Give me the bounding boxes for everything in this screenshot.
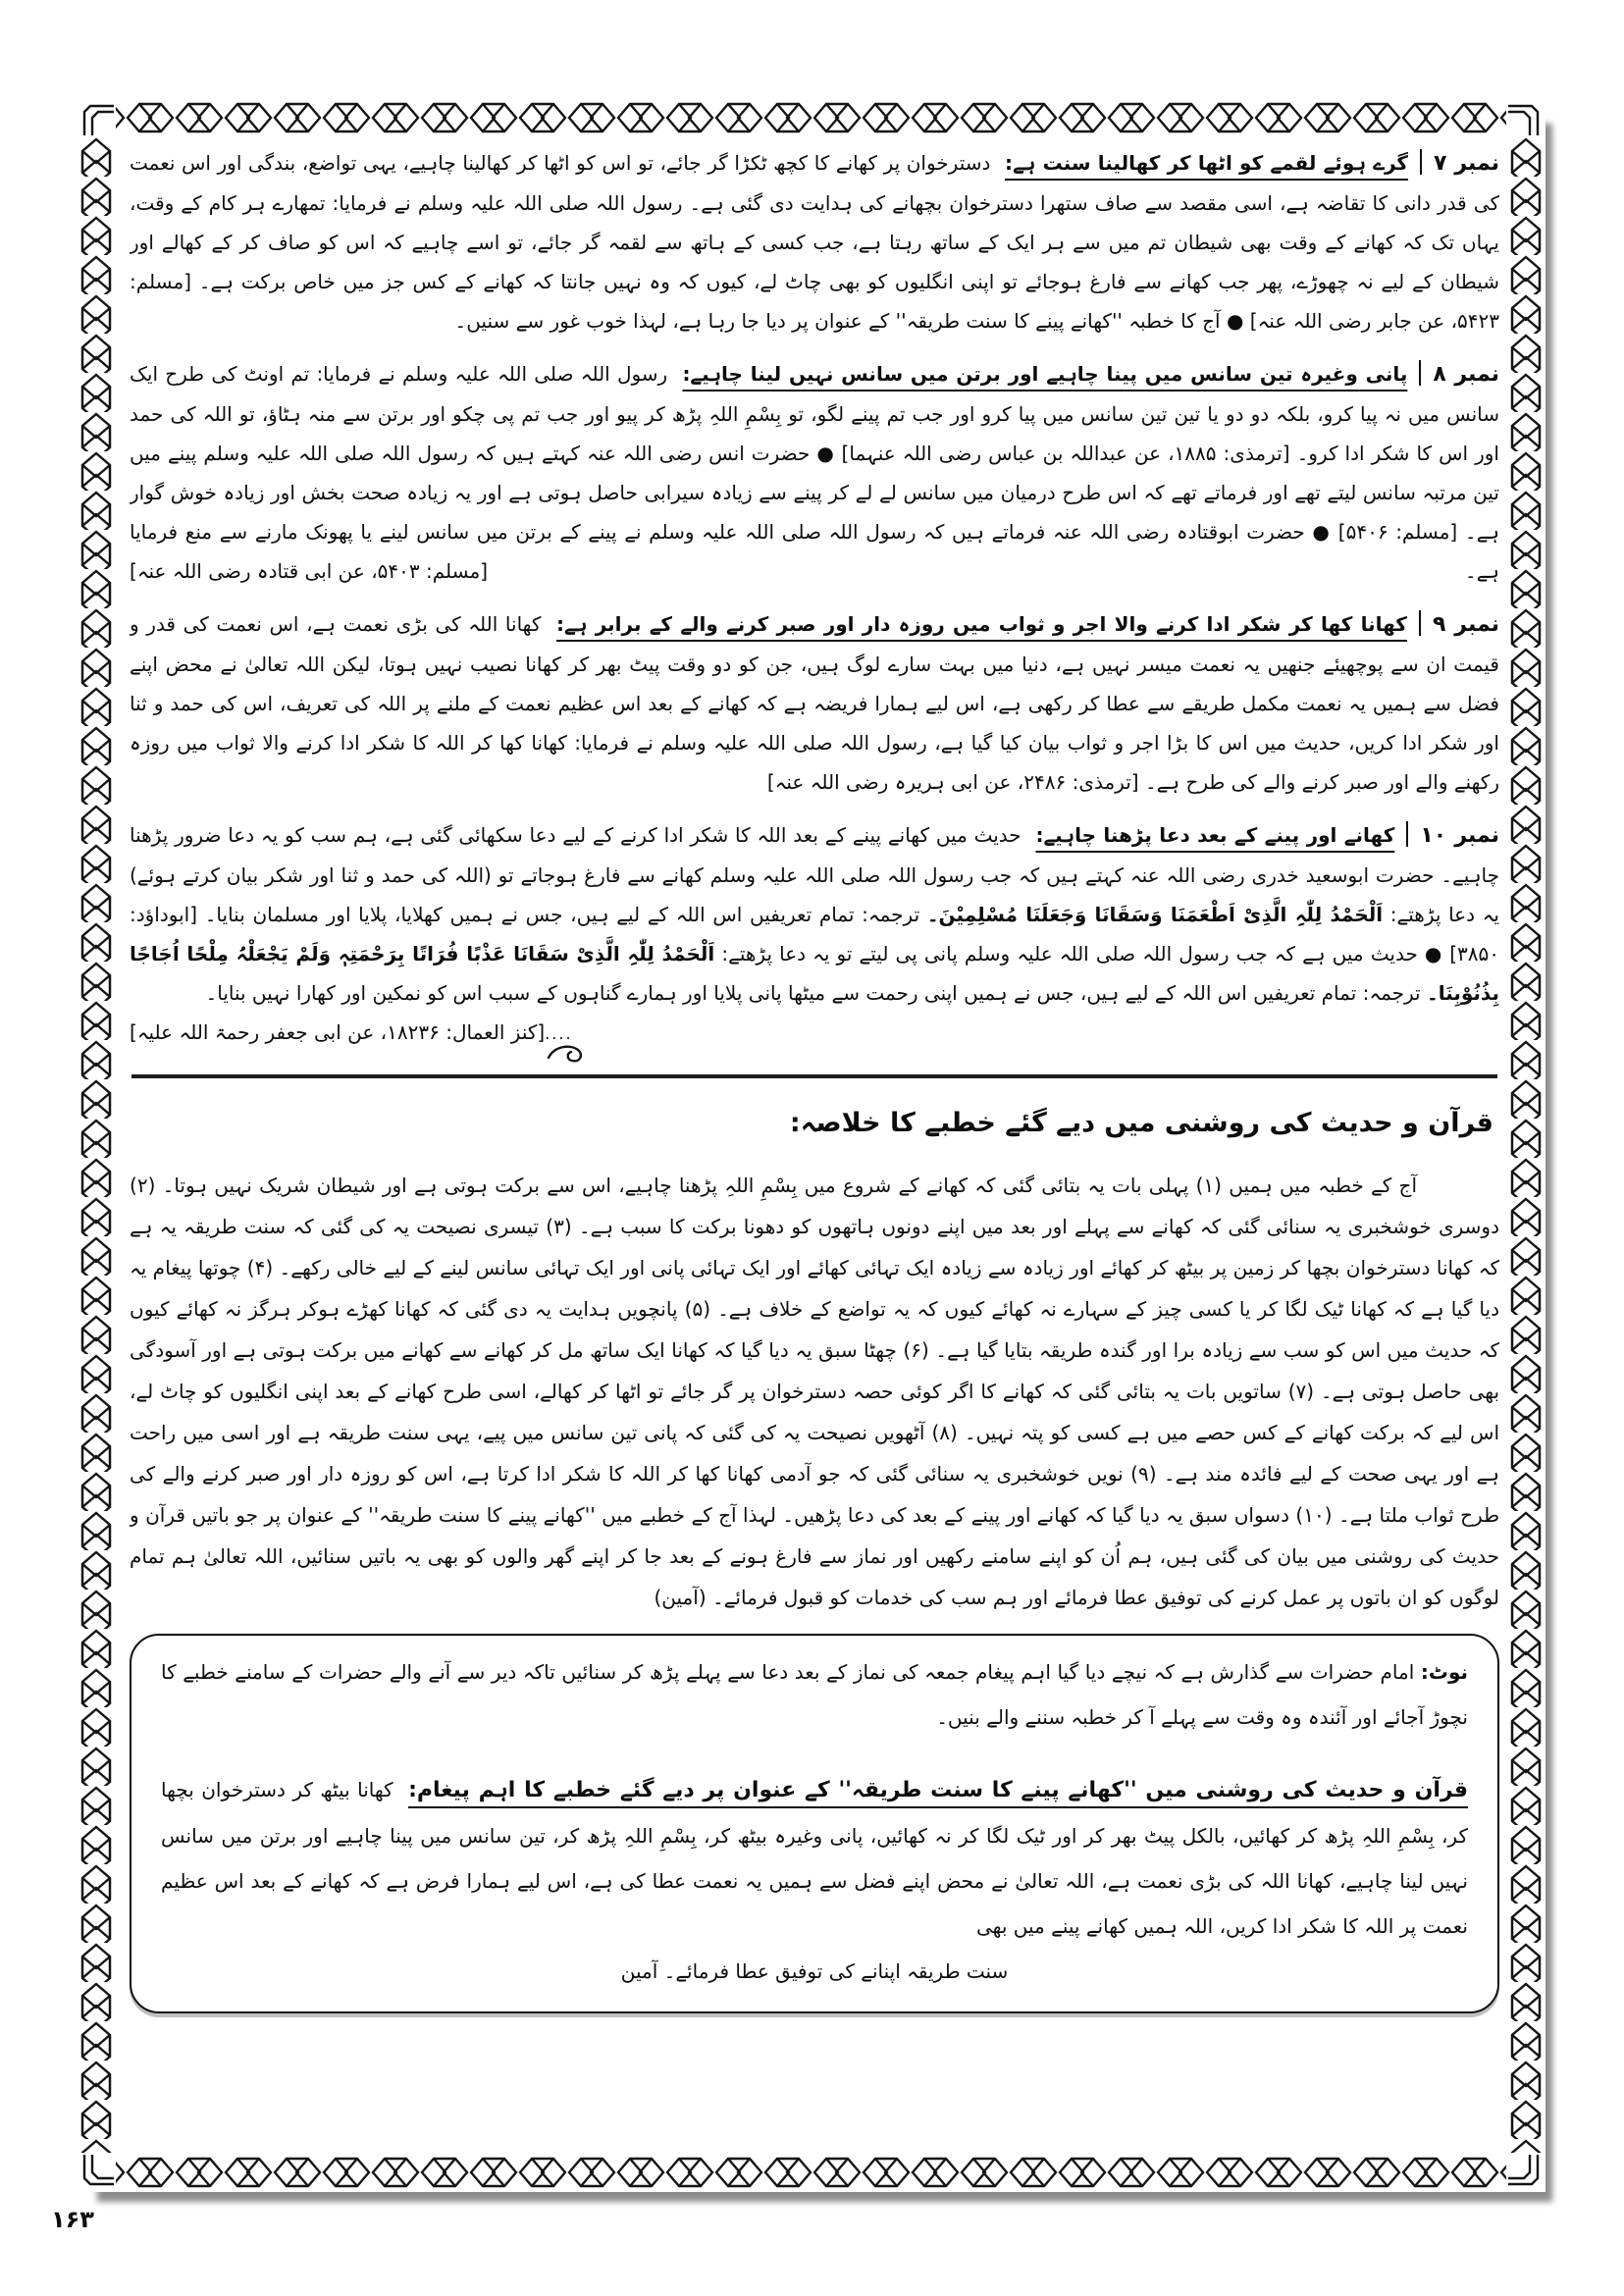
chain-border-bottom [77, 2153, 1545, 2192]
section-10-heading: کھانے اور پینے کے بعد دعا پڑھنا چاہیے: [1035, 823, 1395, 847]
section-7-number: نمبر ۷ [1434, 151, 1499, 176]
summary-body: آج کے خطبہ میں ہمیں (۱) پہلی بات یہ بتائی گئی کہ کھانے کے شروع میں بِسْمِ اللہِ پڑھنا چاہیے، اس سے برکت ہوتی ہے اور شیطان شریک نہیں ہوتا۔ (۲) دوسری خوشخبری یہ سنائی گئی کہ کھانے سے پہلے اور بعد میں اپنے دونوں ہاتھوں کو دھونا برکت کا سبب ہے۔ (۳) تیسری نصیحت یہ کی گئی کہ سنت طریقہ یہ ہے کہ کھانا دسترخوان بچھا کر زمین پر بیٹھ کر کھائے اور زیادہ سے زیادہ ایک تہائی کھائے اور ایک تہائی پانی اور ایک تہائی سانس لینے کے لیے خالی رکھے۔ (۴) چوتھا پیغام یہ دیا گیا ہے کہ کھانا ٹیک لگا کر یا کسی چیز کے سہارے نہ کھائے کیوں کہ یہ تواضع کے خلاف ہے۔ (۵) پانچویں ہدایت یہ دی گئی کہ کھانا کھڑے ہوکر ہرگز نہ کھائے کیوں کہ حدیث میں اس کو سب سے زیادہ برا اور گندہ طریقہ بتایا گیا ہے۔ (۶) چھٹا سبق یہ دیا گیا کہ کھانا ایک ساتھ مل کر کھانے سے کھانے میں برکت ہوتی ہے اور آسودگی بھی حاصل ہوتی ہے۔ (۷) ساتویں بات یہ بتائی گئی کہ کھانے کا اگر کوئی حصہ دسترخوان پر گر جائے تو اٹھا کر کھالے، اسی طرح کھانے کے بعد اپنی انگلیوں کو چاٹ لے، اس لیے کہ برکت کھانے کے کس حصے میں ہے کسی کو پتہ نہیں۔ (۸) آٹھویں نصیحت یہ کی گئی کہ پانی تین سانس میں پیے، یہی سنت طریقہ ہے اور اسی میں راحت ہے اور یہی صحت کے لیے فائدہ مند ہے۔ (۹) نویں خوشخبری یہ سنائی گئی کہ جو آدمی کھانا کھا کر اللہ کا شکر ادا کرتا ہے، اس کو روزہ دار اور صبر کرنے والے کی طرح ثواب ملتا ہے۔ (۱۰) دسواں سبق یہ دیا گیا کہ کھانے اور پینے کے بعد کی دعا پڑھیں۔ لہذا آج کے خطبے میں ''کھانے پینے کا سنت طریقہ'' کے عنوان پر جو باتیں قرآن و حدیث کی روشنی میں بیان کی گئی ہیں، ہم اُن کو اپنے سامنے رکھیں اور نماز سے فارغ ہونے کے بعد جا کر اپنے گھر والوں کو بھی یہ باتیں سنائیں، اللہ تعالیٰ ہم تمام لوگوں کو ان باتوں پر عمل کرنے کی توفیق عطا فرمائے اور ہم سب کی خدمات کو قبول فرمائے۔ (آمین) [130, 1174, 1499, 1609]
section-10 [130, 815, 1499, 1044]
ornament-dots: .... [545, 1024, 573, 1043]
section-8 [130, 354, 1499, 591]
section-9-number: نمبر ۹ [1432, 612, 1499, 637]
hadith-reference: [کنز العمال: ۱۸۲۳۶، عن ابی جعفر رحمۃ اللہ علیہ] [130, 1020, 546, 1044]
summary-heading: قرآن و حدیث کی روشنی میں دیے گئے خطبے کا خلاصہ: [789, 1108, 1493, 1138]
corner-ornament-bottom-right [1506, 2153, 1545, 2192]
dua-after-drinking: اَلْحَمْدُ لِلّٰہِ الَّذِیْ سَقَانَا عَذْبًا فُرَاتًا بِرَحْمَتِہٖ وَلَمْ یَجْعَلْہُ مِلْحًا اُجَاجًا بِذُنُوْبِنَا۔ [130, 942, 1499, 1005]
section-10-body: حدیث میں کھانے پینے کے بعد اللہ کا شکر ادا کرنے کے لیے دعا سکھائی گئی ہے، ہم سب کو یہ دعا ضرور پڑھنا چاہیے۔ حضرت ابوسعید خدری رضی اللہ عنہ کہتے ہیں کہ جب رسول اللہ صلی اللہ علیہ وسلم کھانے سے فارغ ہوجاتے تو (اللہ کی حمد و ثنا اور شکر بیان کرتے ہوئے) یہ دعا پڑھتے: [130, 823, 1499, 926]
chain-border-top [77, 98, 1545, 137]
page-content [130, 143, 1499, 2157]
section-7-heading: گرے ہوئے لقمے کو اٹھا کر کھالینا سنت ہے: [1004, 151, 1409, 175]
key-message-body: کھانا بیٹھ کر دسترخوان بچھا کر، بِسْمِ اللہِ پڑھ کر کھائیں، بالکل پیٹ بھر کر اور ٹیک لگا کر نہ کھائیں، پانی وغیرہ بیٹھ کر، بِسْمِ اللہِ پڑھ کر، تین سانس میں پینا چاہیے اور برتن میں سانس نہیں لینا چاہیے، کھانا اللہ کی بڑی نعمت ہے، اللہ تعالیٰ نے محض اپنے فضل سے ہمیں یہ نعمت عطا کی ہے، اس لیے ہمارا فرض ہے کہ کھانے کے بعد اس عظیم نعمت پر اللہ کا شکر ادا کریں، اللہ ہمیں کھانے پینے میں بھی [161, 1778, 1468, 1938]
key-message-paragraph [161, 1767, 1468, 1994]
page-number: ۱۶۳ [51, 2206, 94, 2233]
section-8-body: رسول اللہ صلی اللہ علیہ وسلم نے فرمایا: تم اونٹ کی طرح ایک سانس میں نہ پیا کرو، بلکہ دو دو یا تین تین سانس میں پیا کرو اور جب تم پینے لگو، تو بِسْمِ اللہِ پڑھ کر پیو اور جب تم پی چکو اور برتن سے منہ ہٹاؤ، تو اللہ کی حمد اور اس کا شکر ادا کرو۔ [ترمذی: ۱۸۸۵، عن عبداللہ بن عباس رضی اللہ عنہما] ● حضرت انس رضی اللہ عنہ کہتے ہیں کہ رسول اللہ صلی اللہ علیہ وسلم پینے میں تین مرتبہ سانس لیتے تھے اور فرماتے تھے کہ اس طرح درمیان میں سانس لے لے کر پینے سے زیادہ سیرابی حاصل ہوتی ہے اور یہ زیادہ صحت بخش اور زیادہ خوش گوار ہے۔ [مسلم: ۵۴۰۶] ● حضرت ابوقتادہ رضی اللہ عنہ فرماتے ہیں کہ رسول اللہ صلی اللہ علیہ وسلم نے پینے کے برتن میں سانس لینے یا پھونک مارنے سے منع فرمایا ہے۔ [130, 362, 1499, 583]
section-separator [1419, 610, 1421, 636]
note-text: امام حضرات سے گذارش ہے کہ نیچے دیا گیا اہم پیغام جمعہ کی نماز کے بعد دعا سے پہلے پڑھ کر سنائیں تاکہ دیر سے آنے والے حضرات کے سامنے خطبے کا نچوڑ آجائے اور آئندہ وہ وقت سے پہلے آ کر خطبہ سننے والے بنیں۔ [161, 1660, 1468, 1729]
key-message-closing: سنت طریقہ اپنانے کی توفیق عطا فرمائے۔ آمین [620, 1959, 1009, 1983]
section-10-number: نمبر ۱۰ [1420, 823, 1499, 848]
section-8-number: نمبر ۸ [1433, 362, 1499, 387]
corner-ornament-top-right [1506, 98, 1545, 137]
section-10-body: ترجمہ: تمام تعریفیں اس اللہ کے لیے ہیں، جس نے ہمیں کھلایا، پلایا اور مسلمان بنایا۔ [ابوداؤد: ۳۸۵۰] ● حدیث میں ہے کہ جب رسول اللہ صلی اللہ علیہ وسلم پانی پی لیتے تو یہ دعا پڑھتے: [130, 903, 1499, 965]
chain-border-right [1506, 98, 1545, 2192]
chain-border-left [77, 98, 116, 2192]
section-9-body: کھانا اللہ کی بڑی نعمت ہے، اس نعمت کی قدر و قیمت ان سے پوچھیئے جنھیں یہ نعمت میسر نہیں ہے، دنیا میں بہت سارے لوگ ہیں، جن کو دو وقت پیٹ بھر کر کھانا نصیب نہیں ہوتا، لیکن اللہ تعالیٰ نے محض اپنے فضل سے ہمیں یہ نعمت مکمل طریقے سے عطا کر رکھی ہے، اس لیے ہمارا فریضہ ہے کہ کھانے کے بعد اس عظیم نعمت کے ملنے پر اللہ کی تعریف، اس کی حمد و ثنا اور شکر ادا کریں، حدیث میں اس کا بڑا اجر و ثواب بیان کیا گیا ہے، رسول اللہ صلی اللہ علیہ وسلم نے فرمایا: کھانا کھا کر اللہ کا شکر ادا کرنے والا ثواب میں روزہ رکھنے والے اور صبر کرنے والے کی طرح ہے۔ [ترمذی: ۲۴۸۶، عن ابی ہریرہ رضی اللہ عنہ] [130, 612, 1499, 794]
section-7-body: دسترخوان پر کھانے کا کچھ ٹکڑا گر جائے، تو اس کو اٹھا کر کھالینا چاہیے، یہی تواضع، بندگی اور اس نعمت کی قدر دانی کا تقاضہ ہے، اسی مقصد سے صاف ستھرا دسترخوان بچھانے کی ہدایت دی گئی ہے۔ رسول اللہ صلی اللہ علیہ وسلم نے فرمایا: تمھارے ہر کام کے وقت، یہاں تک کہ کھانے کے وقت بھی شیطان تم میں سے ہر ایک کے ساتھ رہتا ہے، جب کسی کے ہاتھ سے لقمہ گر جائے، تو اسے چاہیے کہ اس کو صاف کر کے کھالے اور شیطان کے لیے نہ چھوڑے، پھر جب کھانے سے فارغ ہوجائے تو اپنی انگلیوں کو بھی چاٹ لے، کیوں کہ وہ نہیں جانتا کہ کھانے کے کس جز میں خاص برکت ہے۔ [مسلم: ۵۴۲۳، عن جابر رضی اللہ عنہ] ● آج کا خطبہ ''کھانے پینے کا سنت طریقہ'' کے عنوان پر دیا جا رہا ہے، لہذا خوب غور سے سنیں۔ [130, 151, 1499, 333]
corner-ornament-bottom-left [77, 2153, 116, 2192]
section-10-body: ترجمہ: تمام تعریفیں اس اللہ کے لیے ہیں، جس نے ہمیں اپنی رحمت سے میٹھا پانی پلایا اور ہمارے گناہوں کے سبب اس کو نمکین اور کھارا نہیں بنایا۔ [205, 981, 1421, 1005]
section-separator [1420, 149, 1422, 175]
note-label: نوٹ: [1420, 1660, 1468, 1684]
section-separator [1406, 821, 1408, 847]
section-9-heading: کھانا کھا کر شکر ادا کرنے والا اجر و ثواب میں روزہ دار اور صبر کرنے والے کے برابر ہے: [556, 612, 1407, 636]
hadith-reference: [مسلم: ۵۴۰۳، عن ابی قتادہ رضی اللہ عنہ] [130, 559, 489, 583]
section-separator [1419, 360, 1421, 386]
section-9 [130, 604, 1499, 802]
note-box [130, 1634, 1499, 2013]
section-8-heading: پانی وغیرہ تین سانس میں پینا چاہیے اور برتن میں سانس نہیں لینا چاہیے: [682, 362, 1408, 386]
section-divider [131, 1074, 1497, 1078]
key-message-heading: قرآن و حدیث کی روشنی میں ''کھانے پینے کا سنت طریقہ'' کے عنوان پر دیے گئے خطبے کا اہم پیغام: [408, 1778, 1468, 1802]
note-paragraph [161, 1649, 1468, 1740]
section-7 [130, 143, 1499, 340]
corner-ornament-top-left [77, 98, 116, 137]
flourish-icon [545, 1042, 590, 1068]
dua-after-eating: اَلْحَمْدُ لِلّٰہِ الَّذِیْ اَطْعَمَنَا وَسَقَانَا وَجَعَلَنَا مُسْلِمِیْنَ۔ [926, 903, 1384, 926]
